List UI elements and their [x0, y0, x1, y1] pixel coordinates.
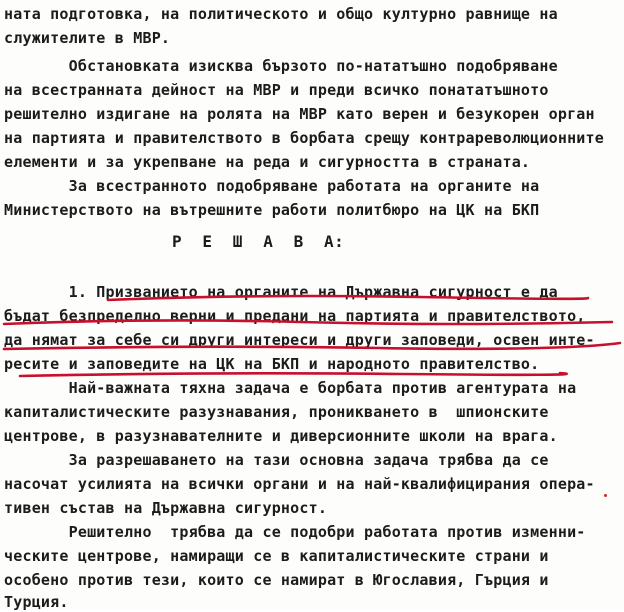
item-line: ческите центрове, намиращи се в капиталистическите страни и — [4, 547, 549, 565]
item-line: ресите и заповедите на ЦК на БКП и народното правителство. — [4, 355, 540, 373]
text-line: на партията и правителството в борбата срещу контрареволюционните — [4, 129, 604, 147]
item-line: Най-важната тяхна задача е борбата против агентурата на — [4, 379, 577, 397]
text-line: Обстановката изисква бързото по-нататъшно подобряване — [4, 57, 558, 75]
item-line: бъдат безпределно верни и предани на партията и правителството, — [4, 307, 586, 325]
red-ink-dot — [604, 494, 607, 497]
item-line: тивен състав на Държавна сигурност. — [4, 499, 328, 517]
item-line: насочат усилията на всички органи и на най-квалифицирания опера- — [4, 475, 595, 493]
item-line: особено против тези, които се намират в Югославия, Гърция и — [4, 571, 549, 589]
item-line: Решително трябва да се подобри работата против изменни- — [4, 523, 586, 541]
text-line: на всестранната дейност на МВР и преди всичко понататъшното — [4, 81, 549, 99]
text-line: Министерството на вътрешните работи политбюро на ЦК на БКП — [4, 201, 540, 219]
item-line: 1. Призванието на органите на Държавна сигурност е да — [4, 283, 558, 301]
item-line: Турция. — [4, 593, 69, 611]
item-line: центрове, в разузнавателните и диверсионните школи на врага. — [4, 427, 558, 445]
item-line: За разрешаването на тази основна задача трябва да се — [4, 451, 549, 469]
text-line: За всестранното подобряване работата на органите на — [4, 177, 540, 195]
resolution-heading: Р Е Ш А В А: — [172, 232, 345, 251]
item-line: капиталистическите разузнавания, проникването в шпионските — [4, 403, 549, 421]
text-line: решително издигане на ролята на МВР като верен и безукорен орган — [4, 105, 595, 123]
text-line: служителите в МВР. — [4, 29, 171, 47]
text-line: ната подготовка, на политическото и общо културно равнище на — [4, 5, 558, 23]
item-line: да нямат за себе си други интереси и други заповеди, освен инте- — [4, 331, 595, 349]
text-line: елементи и за укрепване на реда и сигурността в страната. — [4, 153, 531, 171]
